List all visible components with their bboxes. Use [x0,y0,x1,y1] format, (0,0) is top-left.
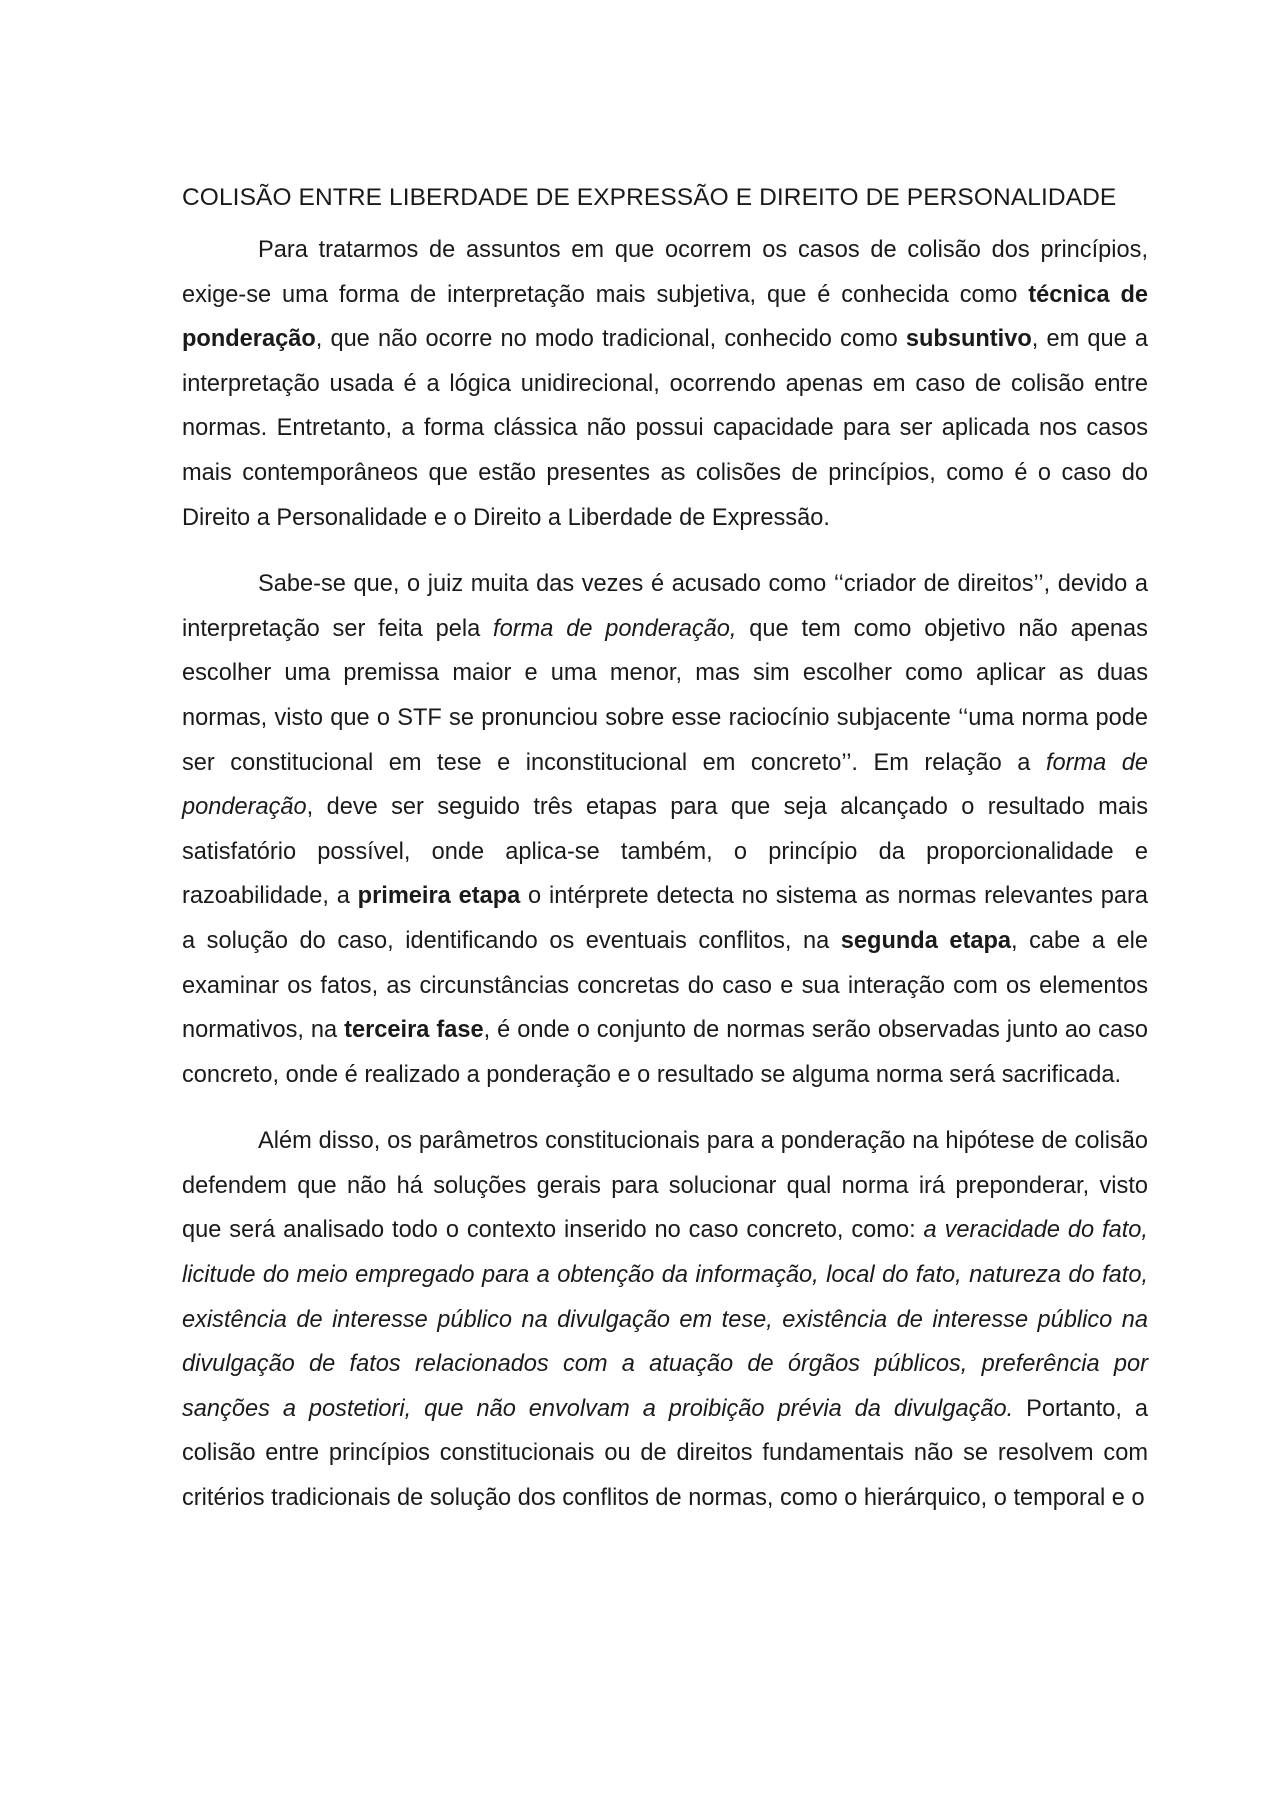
text-run: o intérprete detecta no sistema as normas relevantes para a solução do caso, identificando os eventuais conflitos, na [182,883,1148,954]
text-run: , cabe a ele examinar os fatos, as circunstâncias concretas do caso e sua interação com os elementos normativos, na [182,927,1148,1044]
paragraph-2 [182,562,1148,1097]
text-run: , em que a interpretação usada é a lógica unidirecional, ocorrendo apenas em caso de colisão entre normas. Entretanto, a forma clássica não possui capacidade para ser aplicada nos casos mais contemporâneos que estão presentes as colisões de princípios, como é o caso do Direito a Personalidade e o Direito a Liberdade de Expressão. [182,326,1149,531]
bold-term-subsuntivo: subsuntivo [905,326,1032,353]
text-run: Para tratarmos de assuntos em que ocorrem os casos de colisão dos princípios, exige-se uma forma de interpretação mais subjetiva, que é conhecida como [182,237,1148,308]
text-run: Sabe-se que, o juiz muita das vezes é acusado como ‘‘criador de direitos’’, devido a interpretação ser feita pela [182,571,1148,642]
bold-term-tecnica-de-ponderacao: técnica de ponderação [182,281,1149,353]
paragraph-3 [182,1119,1148,1520]
text-run: Além disso, os parâmetros constitucionais para a ponderação na hipótese de colisão defendem que não há soluções gerais para solucionar qual norma irá preponderar, visto que será analisado todo o contexto inserido no caso concreto, como: [182,1128,1148,1244]
document-title: COLISÃO ENTRE LIBERDADE DE EXPRESSÃO E DIREITO DE PERSONALIDADE [182,184,1117,211]
text-run: Portanto, a colisão entre princípios constitucionais ou de direitos fundamentais não se resolvem com critérios tradicionais de solução dos conflitos de normas, como o hierárquico, o temporal e o [182,1395,1149,1512]
text-run: , deve ser seguido três etapas para que seja alcançado o resultado mais satisfatório possível, onde aplica-se também, o princípio da proporcionalidade e razoabilidade, a [182,794,1148,910]
italic-parameters-list: a veracidade do fato, licitude do meio empregado para a obtenção da informação, local do fato, natureza do fato, existência de interesse público na divulgação em tese, existência de interesse público na divulgação de fatos relacionados com a atuação de órgãos públicos, preferência por sanções a postetiori, que não envolvam a proibição prévia da divulgação. [182,1217,1148,1422]
bold-term-primeira-etapa: primeira etapa [357,883,521,910]
bold-term-segunda-etapa: segunda etapa [840,927,1011,954]
italic-term-forma-de-ponderacao: forma de ponderação, [493,615,737,642]
text-run: , é onde o conjunto de normas serão observadas junto ao caso concreto, onde é realizado a ponderação e o resultado se alguma norma será sacrificada. [182,1017,1148,1088]
document-page [182,176,1148,1543]
text-run: que tem como objetivo não apenas escolher uma premissa maior e uma menor, mas sim escolher como aplicar as duas normas, visto que o STF se pronunciou sobre esse raciocínio subjacente ‘‘uma norma pode ser constitucional em tese e inconstitucional em concreto’’. Em relação a [182,615,1148,776]
italic-term-forma-de-ponderacao: forma de ponderação [182,749,1148,821]
text-run: , que não ocorre no modo tradicional, conhecido como [315,326,906,353]
paragraph-1 [182,228,1148,540]
bold-term-terceira-fase: terceira fase [344,1017,484,1044]
